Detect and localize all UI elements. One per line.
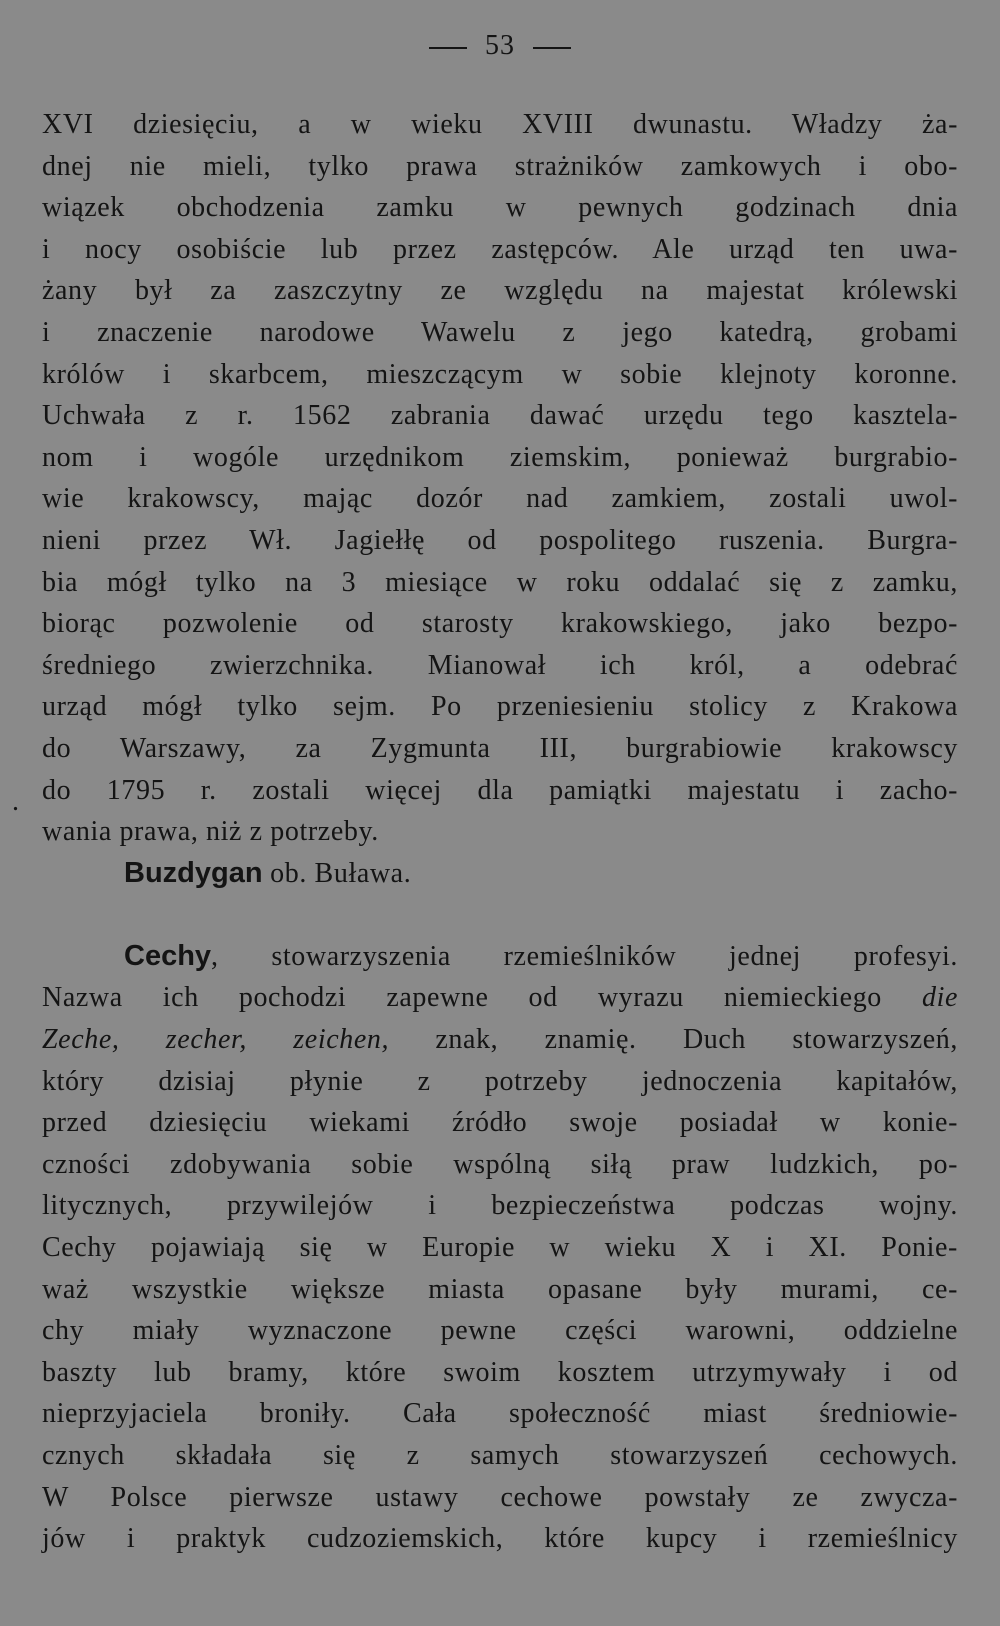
text-line: nieni przez Wł. Jagiełłę od pospolitego ruszenia. Burgra-	[42, 524, 958, 556]
text-line: nieprzyjaciela broniły. Cała społeczność miast średniowie-	[42, 1398, 958, 1430]
text-line: litycznych, przywilejów i bezpieczeństwa podczas wojny.	[42, 1190, 958, 1222]
margin-mark: .	[12, 786, 19, 817]
text-line: do Warszawy, za Zygmunta III, burgrabiowie krakowscy	[42, 732, 958, 764]
entry-cechy	[42, 936, 958, 1560]
text-line	[42, 977, 958, 1019]
text-line: królów i skarbcem, mieszczącym w sobie klejnoty koronne.	[42, 358, 958, 390]
text-line: czności zdobywania sobie wspólną siłą praw ludzkich, po-	[42, 1148, 958, 1180]
text-line: baszty lub bramy, które swoim kosztem utrzymywały i od	[42, 1356, 958, 1388]
text-line: cznych składała się z samych stowarzyszeń cechowych.	[42, 1440, 958, 1471]
entry-headword: Cechy	[124, 939, 212, 972]
text-segment: znak, znamię. Duch stowarzyszeń,	[389, 1024, 958, 1056]
text-line: żany był za zaszczytny ze względu na majestat królewski	[42, 275, 958, 307]
text-line: Uchwała z r. 1562 zabrania dawać urzędu tego kasztela-	[42, 400, 958, 432]
text-line: W Polsce pierwsze ustawy cechowe powstały ze zwycza-	[42, 1481, 958, 1513]
text-line: przed dziesięciu wiekami źródło swoje posiadał w konie-	[42, 1107, 958, 1139]
dash-left	[429, 47, 467, 49]
section-burgrabia-continuation	[42, 104, 958, 853]
entry-headword: Buzdygan	[124, 856, 263, 889]
text-line: XVI dziesięciu, a w wieku XVIII dwunastu. Władzy ża-	[42, 109, 958, 140]
text-line: jów i praktyk cudzoziemskich, które kupcy i rzemieślnicy	[42, 1523, 958, 1555]
text-line: Cechy pojawiają się w Europie w wieku X i XI. Ponie-	[42, 1232, 958, 1264]
text-line: wie krakowscy, mając dozór nad zamkiem, zostali uwol-	[42, 483, 958, 515]
text-segment: Nazwa ich pochodzi zapewne od wyrazu niemieckiego	[42, 982, 922, 1014]
entry-spacer	[42, 894, 958, 936]
text-line: który dzisiaj płynie z potrzeby jednoczenia kapitałów,	[42, 1065, 958, 1097]
page-number-header	[0, 30, 1000, 62]
text-line	[42, 1019, 958, 1061]
text-line: wania prawa, niż z potrzeby.	[42, 816, 379, 848]
text-line: średniego zwierzchnika. Mianował ich król, a odebrać	[42, 649, 958, 681]
italic-term: Zeche, zecher, zeichen,	[42, 1024, 390, 1056]
text-line: nom i wogóle urzędnikom ziemskim, ponieważ burgrabio-	[42, 441, 958, 473]
page-number: 53	[485, 30, 515, 61]
body-text	[42, 104, 958, 1560]
text-line: wiązek obchodzenia zamku w pewnych godzinach dnia	[42, 192, 958, 224]
text-line: biorąc pozwolenie od starosty krakowskiego, jako bezpo-	[42, 608, 958, 640]
text-line: waż wszystkie większe miasta opasane były murami, ce-	[42, 1273, 958, 1305]
entry-text: ob. Buława.	[262, 857, 412, 889]
text-line: dnej nie mieli, tylko prawa strażników zamkowych i obo-	[42, 150, 958, 182]
text-line: chy miały wyznaczone pewne części warowni, oddzielne	[42, 1315, 958, 1347]
text-line	[42, 936, 958, 978]
text-line: i znaczenie narodowe Wawelu z jego katedrą, grobami	[42, 316, 958, 348]
dash-right	[533, 47, 571, 49]
text-line: i nocy osobiście lub przez zastępców. Ale urząd ten uwa-	[42, 233, 958, 265]
entry-buzdygan	[42, 853, 958, 895]
italic-term: die	[921, 982, 958, 1014]
text-line: do 1795 r. zostali więcej dla pamiątki majestatu i zacho-	[42, 774, 958, 806]
entry-text: , stowarzyszenia rzemieślników jednej profesyi.	[211, 940, 958, 972]
text-line: urząd mógł tylko sejm. Po przeniesieniu stolicy z Krakowa	[42, 691, 958, 723]
text-line: bia mógł tylko na 3 miesiące w roku oddalać się z zamku,	[42, 566, 958, 598]
